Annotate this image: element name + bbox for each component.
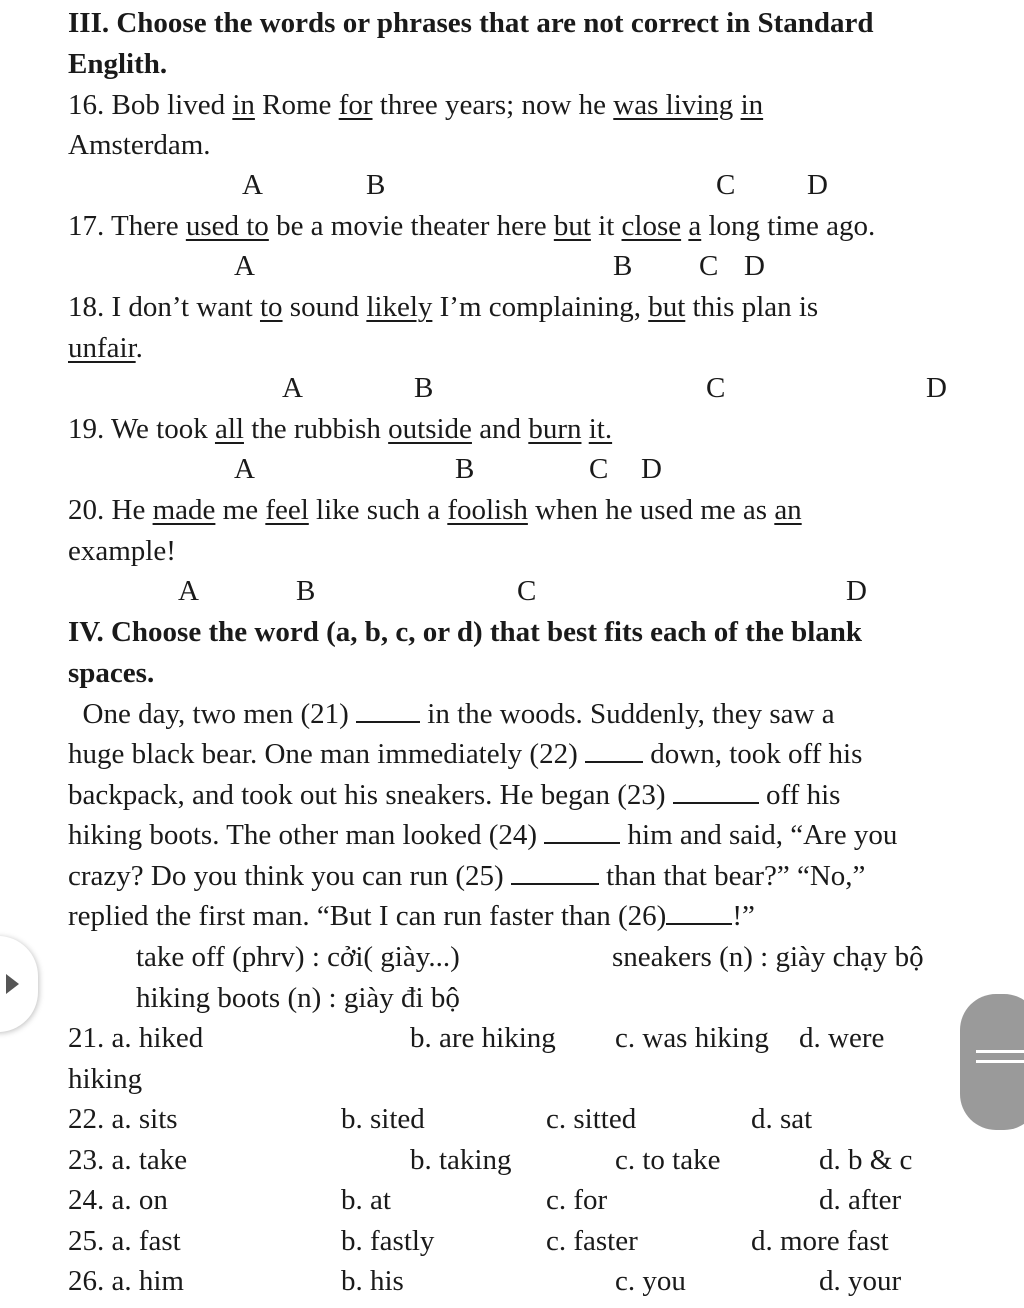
text: I’m complaining,: [432, 291, 649, 323]
option-26-a: 26. a. him: [68, 1265, 184, 1297]
text: than that bear?” “No,”: [598, 860, 866, 892]
option-25-b: b. fastly: [341, 1225, 435, 1257]
text: 19. We took: [68, 413, 215, 445]
passage-line-4: [68, 818, 962, 852]
option-letter-c: C: [699, 250, 719, 282]
option-letter-d: D: [846, 575, 867, 607]
option-letter-d: D: [744, 250, 765, 282]
vocab-sneakers: sneakers (n) : giày chạy bộ: [612, 941, 924, 973]
text: three years; now he: [372, 89, 614, 121]
option-25-a: 25. a. fast: [68, 1225, 181, 1257]
option-23-c: c. to take: [615, 1144, 721, 1176]
option-23-b: b. taking: [410, 1144, 512, 1176]
underlined-phrase-c: burn: [528, 413, 582, 445]
text: [733, 89, 740, 121]
text: long time ago.: [701, 210, 876, 242]
side-panel-toggle[interactable]: [0, 936, 38, 1032]
option-25-c: c. faster: [546, 1225, 638, 1257]
option-letter-c: C: [716, 169, 736, 201]
underlined-phrase-a: to: [259, 291, 283, 323]
option-21-c: c. was hiking: [615, 1022, 769, 1054]
blank-22[interactable]: [585, 739, 643, 763]
text: replied the first man. “But I can run faster than (26): [68, 900, 667, 932]
text: crazy? Do you think you can run (25): [68, 860, 511, 892]
option-22-b: b. sited: [341, 1103, 425, 1135]
option-letter-a: A: [282, 372, 303, 404]
underlined-phrase-c: but: [648, 291, 686, 323]
option-26-d: d. your: [819, 1265, 902, 1297]
underlined-phrase-c: close: [621, 210, 682, 242]
option-21-d: d. were: [799, 1022, 885, 1054]
vocab-hiking-boots: hiking boots (n) : giày đi bộ: [136, 982, 460, 1014]
question-18-cont: [68, 331, 143, 365]
text: hiking boots. The other man looked (24): [68, 819, 545, 851]
passage-line-1: [68, 697, 962, 731]
blank-25[interactable]: [511, 861, 599, 885]
option-letter-b: B: [613, 250, 633, 282]
option-26-b: b. his: [341, 1265, 404, 1297]
text: and: [471, 413, 529, 445]
option-letter-d: D: [926, 372, 947, 404]
text: .: [135, 332, 143, 364]
blank-24[interactable]: [544, 820, 620, 844]
grip-line-icon: [976, 1050, 1024, 1053]
option-letter-c: C: [517, 575, 537, 607]
text: huge black bear. One man immediately (22): [68, 738, 585, 770]
option-24-c: c. for: [546, 1184, 608, 1216]
underlined-phrase-a: in: [232, 89, 255, 121]
underlined-phrase-a: all: [214, 413, 244, 445]
text: him and said, “Are you: [620, 819, 898, 851]
passage-line-5: [68, 859, 962, 893]
text: !”: [732, 900, 755, 932]
option-letter-d: D: [641, 453, 662, 485]
blank-23[interactable]: [673, 780, 759, 804]
option-letter-c: C: [706, 372, 726, 404]
section4-heading-cont: spaces.: [68, 657, 155, 689]
option-25-d: d. more fast: [751, 1225, 889, 1257]
option-letter-b: B: [455, 453, 475, 485]
text: backpack, and took out his sneakers. He began (23): [68, 779, 673, 811]
option-letter-b: B: [366, 169, 386, 201]
underlined-phrase-d: in: [740, 89, 764, 121]
text: off his: [758, 779, 841, 811]
option-letter-a: A: [242, 169, 263, 201]
text: be a movie theater here: [268, 210, 554, 242]
underlined-phrase-a: used to: [185, 210, 269, 242]
text: down, took off his: [643, 738, 863, 770]
option-letter-a: A: [234, 453, 255, 485]
underlined-phrase-d: unfair: [68, 332, 136, 364]
text: like such a: [308, 494, 448, 526]
text: [581, 413, 588, 445]
play-arrow-icon: [6, 974, 19, 994]
question-17: [68, 209, 875, 243]
question-20: [68, 493, 802, 527]
underlined-phrase-b: likely: [366, 291, 433, 323]
text: the rubbish: [243, 413, 389, 445]
blank-21[interactable]: [356, 699, 420, 723]
question-18: [68, 290, 818, 324]
text: this plan is: [685, 291, 819, 323]
text: Rome: [254, 89, 339, 121]
text: sound: [282, 291, 367, 323]
underlined-phrase-b: outside: [388, 413, 472, 445]
underlined-phrase-a: made: [152, 494, 216, 526]
passage-line-2: [68, 737, 962, 771]
option-letter-d: D: [807, 169, 828, 201]
option-letter-c: C: [589, 453, 609, 485]
option-22-a: 22. a. sits: [68, 1103, 178, 1135]
text: me: [215, 494, 266, 526]
text: it: [590, 210, 622, 242]
vocab-take-off: take off (phrv) : cởi( giày...): [136, 941, 460, 973]
option-23-d: d. b & c: [819, 1144, 913, 1176]
option-24-d: d. after: [819, 1184, 902, 1216]
section3-heading-cont: Englith.: [68, 48, 168, 80]
option-letter-b: B: [414, 372, 434, 404]
passage-line-3: [68, 778, 962, 812]
option-24-a: 24. a. on: [68, 1184, 168, 1216]
option-22-d: d. sat: [751, 1103, 813, 1135]
underlined-phrase-d: it.: [588, 413, 613, 445]
text: when he used me as: [527, 494, 775, 526]
blank-26[interactable]: [666, 901, 732, 925]
option-21-b: b. are hiking: [410, 1022, 556, 1054]
option-letter-a: A: [234, 250, 255, 282]
underlined-phrase-b: but: [553, 210, 591, 242]
option-21-a: 21. a. hiked: [68, 1022, 204, 1054]
question-20-cont: example!: [68, 535, 176, 567]
underlined-phrase-c: was living: [613, 89, 734, 121]
underlined-phrase-b: feel: [265, 494, 309, 526]
option-22-c: c. sitted: [546, 1103, 637, 1135]
section3-heading: III. Choose the words or phrases that are not correct in Standard: [68, 7, 874, 39]
scroll-handle[interactable]: [960, 994, 1024, 1130]
option-letter-a: A: [178, 575, 199, 607]
text: 17. There: [68, 210, 186, 242]
option-24-b: b. at: [341, 1184, 391, 1216]
underlined-phrase-c: foolish: [447, 494, 528, 526]
option-23-a: 23. a. take: [68, 1144, 188, 1176]
passage-line-6: [68, 899, 755, 933]
question-19: [68, 412, 612, 446]
grip-line-icon: [976, 1060, 1024, 1063]
option-21-d-cont: hiking: [68, 1063, 143, 1095]
text: 16. Bob lived: [68, 89, 233, 121]
section4-heading: IV. Choose the word (a, b, c, or d) that best fits each of the blank: [68, 616, 863, 648]
underlined-phrase-b: for: [338, 89, 373, 121]
underlined-phrase-d: a: [688, 210, 702, 242]
option-26-c: c. you: [615, 1265, 686, 1297]
underlined-phrase-d: an: [774, 494, 802, 526]
question-16: [68, 88, 763, 122]
text: in the woods. Suddenly, they saw a: [420, 698, 835, 730]
text: 20. He: [68, 494, 153, 526]
question-16-cont: Amsterdam.: [68, 129, 211, 161]
text: One day, two men (21): [82, 698, 357, 730]
option-letter-b: B: [296, 575, 316, 607]
text: 18. I don’t want: [68, 291, 260, 323]
